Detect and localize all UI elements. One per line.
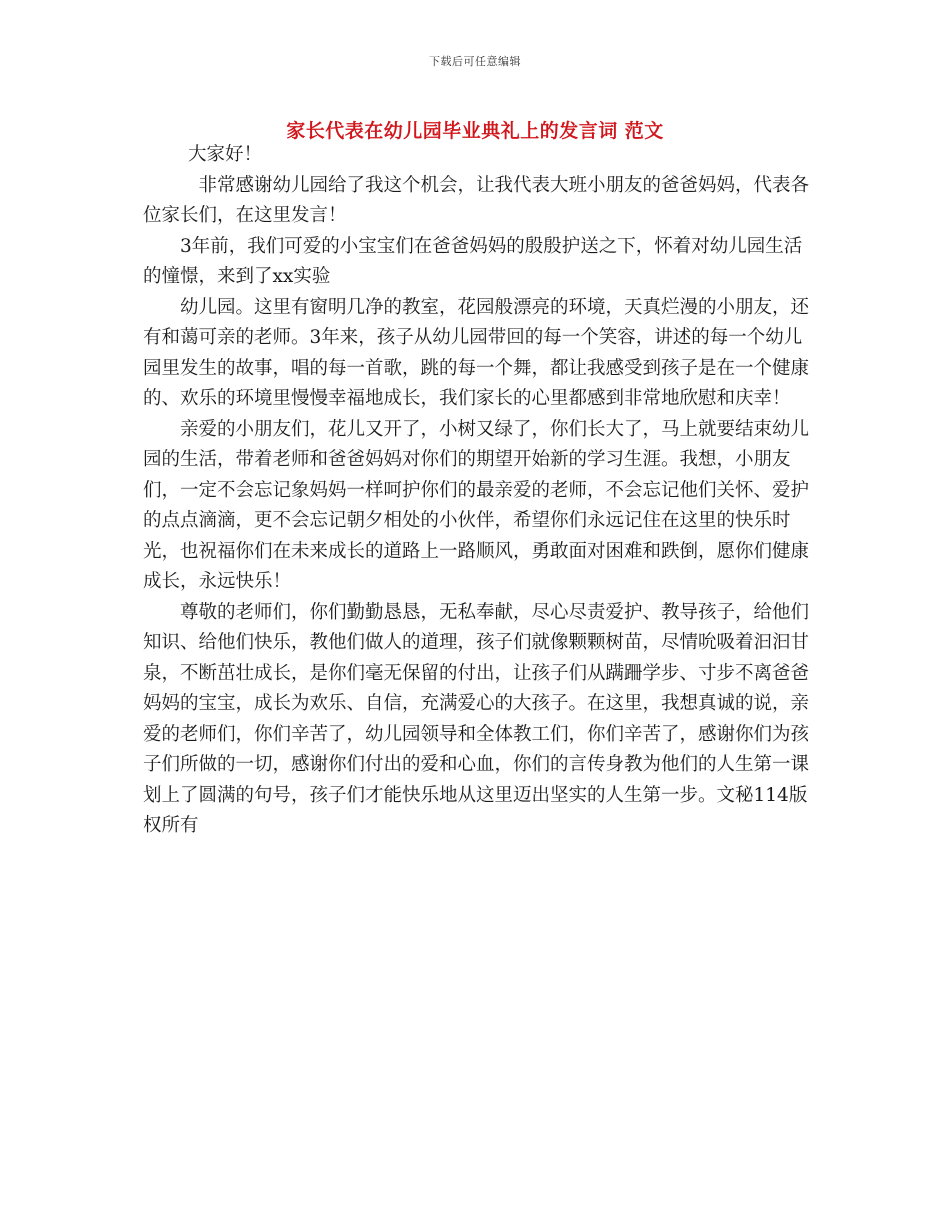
- paragraph-children: 亲爱的小朋友们，花儿又开了，小树又绿了，你们长大了，马上就要结束幼儿园的生活，带着老师和爸爸妈妈对你们的期望开始新的学习生涯。我想，小朋友们，一定不会忘记象妈妈一样呵护你们的最亲爱的老师，不会忘记他们关怀、爱护的点点滴滴，更不会忘记朝夕相处的小伙伴，希望你们永远记住在这里的快乐时光，也祝福你们在未来成长的道路上一路顺风，勇敢面对困难和跌倒，愿你们健康成长，永远快乐！: [143, 418, 810, 592]
- paragraph-teachers: 尊敬的老师们，你们勤勤恳恳，无私奉献，尽心尽责爱护、教导孩子，给他们知识、给他们快乐，教他们做人的道理，孩子们就像颗颗树苗，尽情吮吸着汩汩甘泉，不断茁壮成长，是你们毫无保留的付出，让孩子们从蹒跚学步、寸步不离爸爸妈妈的宝宝，成长为欢乐、自信，充满爱心的大孩子。在这里，我想真诚的说，亲爱的老师们，你们辛苦了，幼儿园领导和全体教工们，你们辛苦了，感谢你们为孩子们所做的一切，感谢你们付出的爱和心血，你们的言传身教为他们的人生第一课划上了圆满的句号，孩子们才能快乐地从这里迈出坚实的人生第一步。文秘114版权所有: [143, 601, 810, 836]
- document-body: [143, 140, 811, 842]
- header-note: 下载后可任意编辑: [429, 55, 521, 68]
- paragraph-thanks: 非常感谢幼儿园给了我这个机会，让我代表大班小朋友的爸爸妈妈，代表各位家长们，在这里发言！: [143, 174, 810, 226]
- document-title: 家长代表在幼儿园毕业典礼上的发言词 范文: [286, 120, 664, 142]
- paragraph-kindergarten: 幼儿园。这里有窗明几净的教室，花园般漂亮的环境，天真烂漫的小朋友，还有和蔼可亲的老师。3年来，孩子从幼儿园带回的每一个笑容，讲述的每一个幼儿园里发生的故事，唱的每一首歌，跳的每一个舞，都让我感受到孩子是在一个健康的、欢乐的环境里慢慢幸福地成长，我们家长的心里都感到非常地欣慰和庆幸！: [143, 296, 810, 409]
- paragraph-three-years: 3年前，我们可爱的小宝宝们在爸爸妈妈的殷殷护送之下，怀着对幼儿园生活的憧憬，来到了xx实验: [143, 235, 803, 287]
- paragraph-greeting: 大家好！: [188, 144, 263, 165]
